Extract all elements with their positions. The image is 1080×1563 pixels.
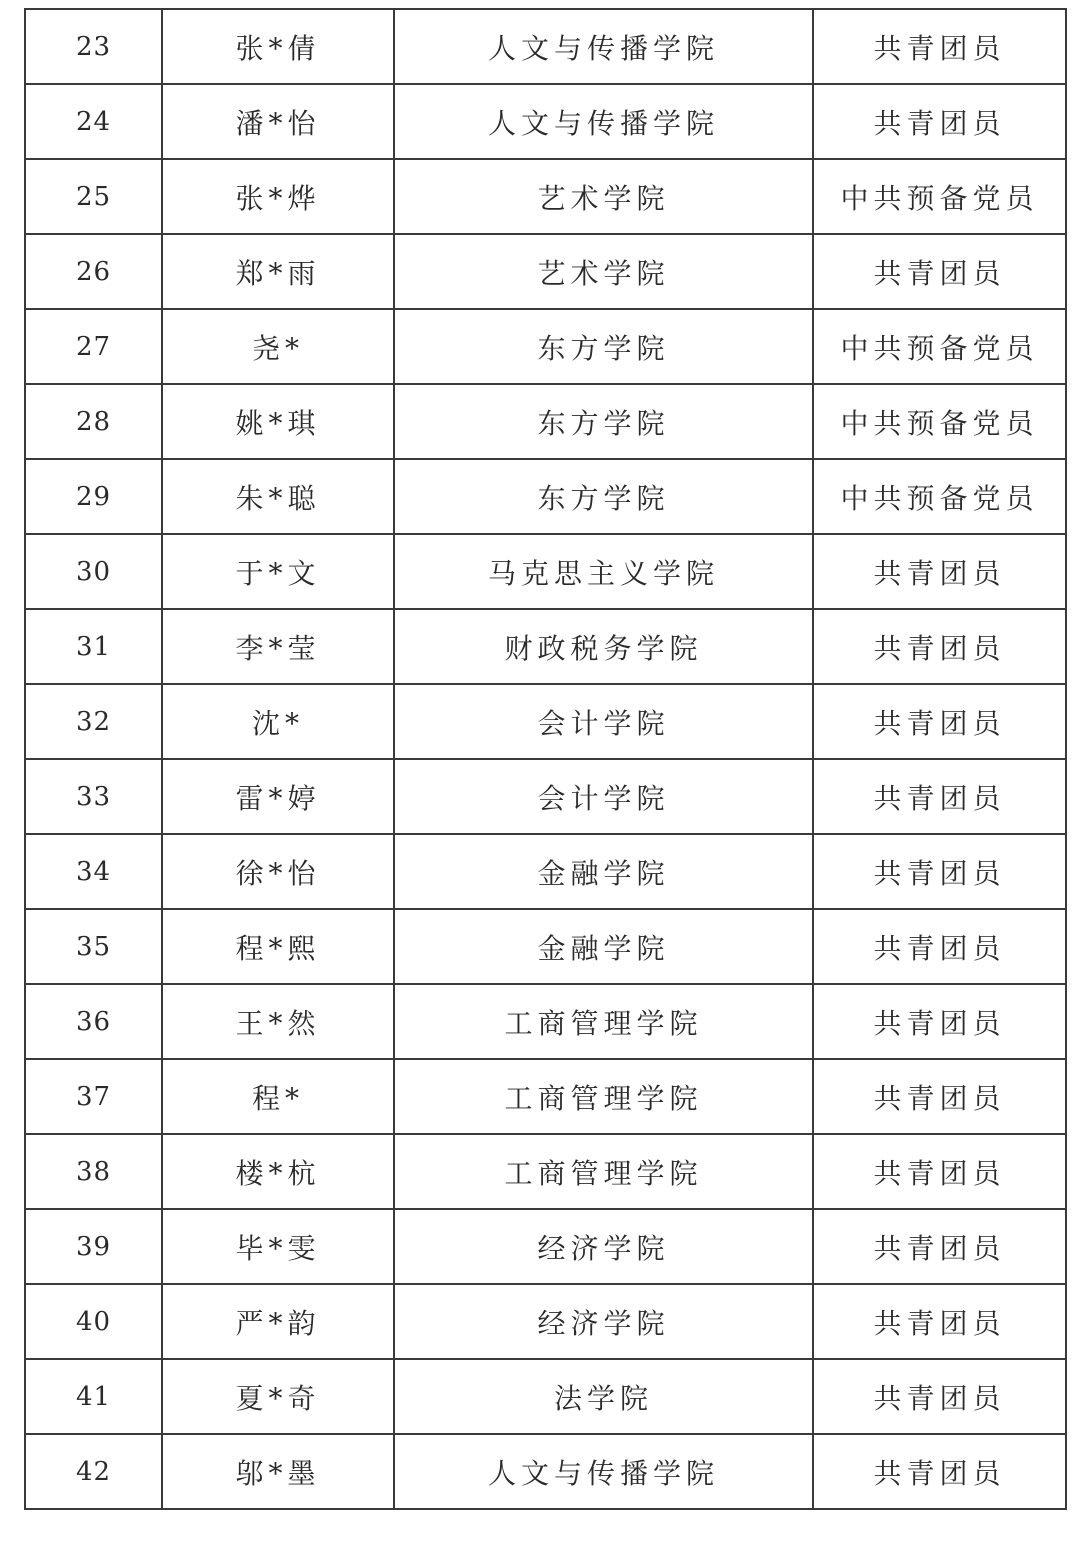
political-status-cell: 中共预备党员 xyxy=(813,309,1066,384)
table-row xyxy=(25,1209,1066,1284)
college-cell: 经济学院 xyxy=(394,1209,813,1284)
row-number-cell: 34 xyxy=(25,834,162,909)
member-list-table xyxy=(24,8,1067,1510)
row-number-cell: 23 xyxy=(25,9,162,84)
college-cell: 马克思主义学院 xyxy=(394,534,813,609)
political-status-cell: 共青团员 xyxy=(813,909,1066,984)
college-cell: 人文与传播学院 xyxy=(394,1434,813,1509)
row-number-cell: 27 xyxy=(25,309,162,384)
row-number-cell: 36 xyxy=(25,984,162,1059)
table-row xyxy=(25,1134,1066,1209)
name-cell: 王*然 xyxy=(162,984,394,1059)
row-number-cell: 33 xyxy=(25,759,162,834)
table-row xyxy=(25,1284,1066,1359)
row-number-cell: 39 xyxy=(25,1209,162,1284)
college-cell: 艺术学院 xyxy=(394,159,813,234)
college-cell: 经济学院 xyxy=(394,1284,813,1359)
name-cell: 严*韵 xyxy=(162,1284,394,1359)
political-status-cell: 共青团员 xyxy=(813,609,1066,684)
row-number-cell: 40 xyxy=(25,1284,162,1359)
name-cell: 程*熙 xyxy=(162,909,394,984)
political-status-cell: 共青团员 xyxy=(813,1209,1066,1284)
name-cell: 毕*雯 xyxy=(162,1209,394,1284)
name-cell: 潘*怡 xyxy=(162,84,394,159)
political-status-cell: 中共预备党员 xyxy=(813,384,1066,459)
row-number-cell: 41 xyxy=(25,1359,162,1434)
row-number-cell: 25 xyxy=(25,159,162,234)
political-status-cell: 共青团员 xyxy=(813,1059,1066,1134)
table-row xyxy=(25,609,1066,684)
table-row xyxy=(25,384,1066,459)
table-row xyxy=(25,984,1066,1059)
political-status-cell: 共青团员 xyxy=(813,84,1066,159)
political-status-cell: 共青团员 xyxy=(813,1134,1066,1209)
row-number-cell: 32 xyxy=(25,684,162,759)
table-row xyxy=(25,459,1066,534)
table-row xyxy=(25,9,1066,84)
table-row xyxy=(25,1434,1066,1509)
political-status-cell: 共青团员 xyxy=(813,9,1066,84)
political-status-cell: 共青团员 xyxy=(813,984,1066,1059)
name-cell: 徐*怡 xyxy=(162,834,394,909)
row-number-cell: 31 xyxy=(25,609,162,684)
political-status-cell: 共青团员 xyxy=(813,234,1066,309)
political-status-cell: 共青团员 xyxy=(813,1359,1066,1434)
college-cell: 东方学院 xyxy=(394,459,813,534)
name-cell: 张*烨 xyxy=(162,159,394,234)
table-row xyxy=(25,84,1066,159)
name-cell: 尧* xyxy=(162,309,394,384)
college-cell: 东方学院 xyxy=(394,309,813,384)
table-row xyxy=(25,1359,1066,1434)
row-number-cell: 24 xyxy=(25,84,162,159)
name-cell: 邬*墨 xyxy=(162,1434,394,1509)
college-cell: 工商管理学院 xyxy=(394,1134,813,1209)
college-cell: 金融学院 xyxy=(394,909,813,984)
table-row xyxy=(25,759,1066,834)
college-cell: 金融学院 xyxy=(394,834,813,909)
table-row xyxy=(25,534,1066,609)
name-cell: 李*莹 xyxy=(162,609,394,684)
political-status-cell: 共青团员 xyxy=(813,534,1066,609)
political-status-cell: 共青团员 xyxy=(813,759,1066,834)
name-cell: 姚*琪 xyxy=(162,384,394,459)
college-cell: 会计学院 xyxy=(394,684,813,759)
row-number-cell: 37 xyxy=(25,1059,162,1134)
row-number-cell: 30 xyxy=(25,534,162,609)
table-body xyxy=(25,9,1066,1509)
table-row xyxy=(25,159,1066,234)
table-row xyxy=(25,234,1066,309)
college-cell: 法学院 xyxy=(394,1359,813,1434)
college-cell: 人文与传播学院 xyxy=(394,84,813,159)
table-row xyxy=(25,1059,1066,1134)
name-cell: 张*倩 xyxy=(162,9,394,84)
row-number-cell: 26 xyxy=(25,234,162,309)
name-cell: 郑*雨 xyxy=(162,234,394,309)
row-number-cell: 42 xyxy=(25,1434,162,1509)
college-cell: 东方学院 xyxy=(394,384,813,459)
college-cell: 艺术学院 xyxy=(394,234,813,309)
row-number-cell: 38 xyxy=(25,1134,162,1209)
row-number-cell: 29 xyxy=(25,459,162,534)
name-cell: 朱*聪 xyxy=(162,459,394,534)
college-cell: 人文与传播学院 xyxy=(394,9,813,84)
table-row xyxy=(25,684,1066,759)
name-cell: 雷*婷 xyxy=(162,759,394,834)
political-status-cell: 共青团员 xyxy=(813,684,1066,759)
name-cell: 楼*杭 xyxy=(162,1134,394,1209)
college-cell: 工商管理学院 xyxy=(394,984,813,1059)
row-number-cell: 35 xyxy=(25,909,162,984)
political-status-cell: 共青团员 xyxy=(813,834,1066,909)
row-number-cell: 28 xyxy=(25,384,162,459)
table-row xyxy=(25,309,1066,384)
name-cell: 沈* xyxy=(162,684,394,759)
table-row xyxy=(25,834,1066,909)
college-cell: 工商管理学院 xyxy=(394,1059,813,1134)
political-status-cell: 共青团员 xyxy=(813,1284,1066,1359)
name-cell: 夏*奇 xyxy=(162,1359,394,1434)
political-status-cell: 中共预备党员 xyxy=(813,459,1066,534)
name-cell: 于*文 xyxy=(162,534,394,609)
political-status-cell: 中共预备党员 xyxy=(813,159,1066,234)
college-cell: 财政税务学院 xyxy=(394,609,813,684)
name-cell: 程* xyxy=(162,1059,394,1134)
college-cell: 会计学院 xyxy=(394,759,813,834)
political-status-cell: 共青团员 xyxy=(813,1434,1066,1509)
table-row xyxy=(25,909,1066,984)
